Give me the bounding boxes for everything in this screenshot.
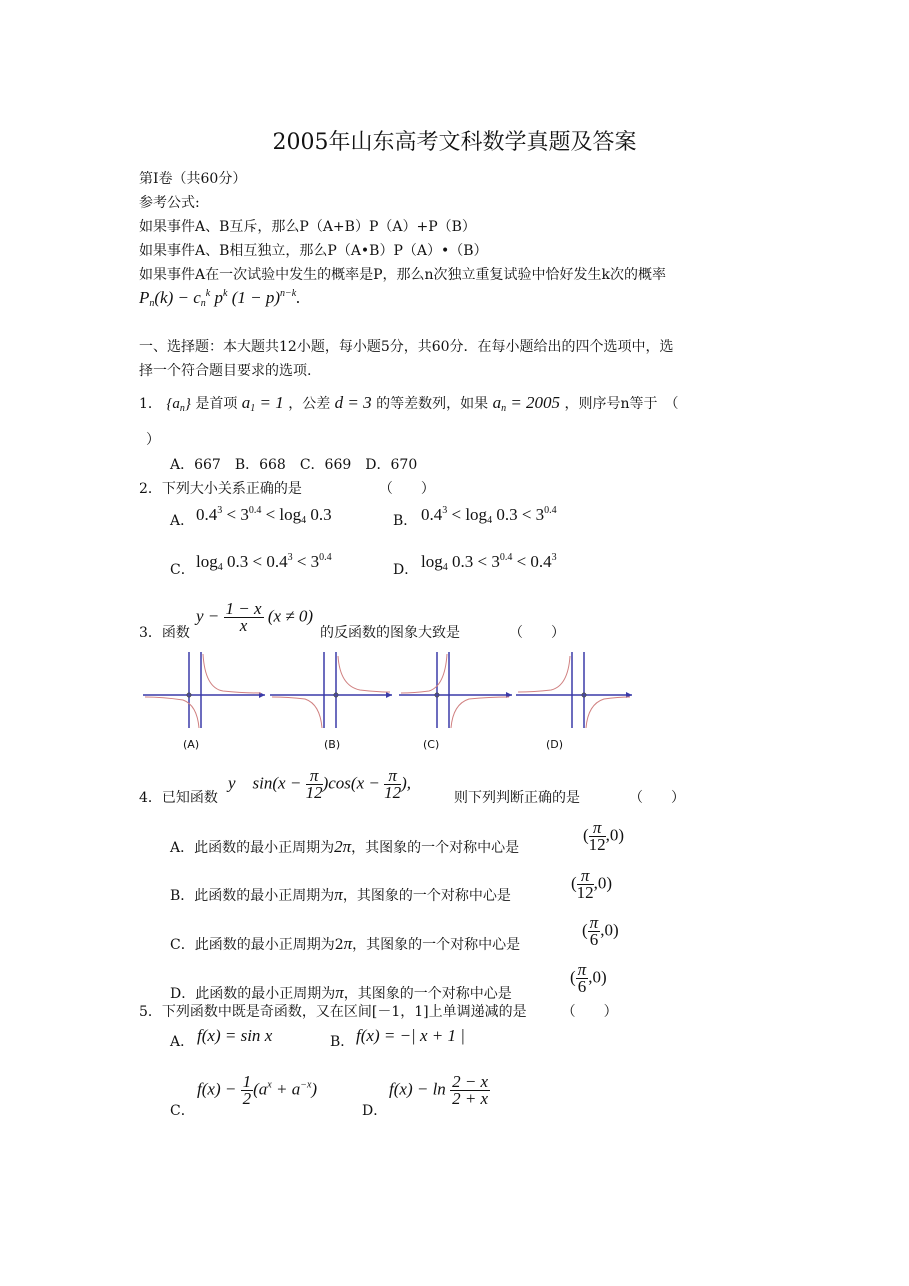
q1-text-2: ，公差 — [288, 396, 331, 412]
graph-b — [270, 650, 394, 730]
q1-text-4: ，则序号n等于 （ — [564, 396, 679, 412]
q4-option-d-center-text: ，其图象的一个对称中心是 — [343, 986, 512, 1002]
q3-formula: y − $\frac{1 - x}{x}$ (x ≠ 0) — [196, 599, 314, 635]
q4-option-d-text: D．此函数的最小正周期为 — [170, 986, 336, 1002]
q4-option-a — [170, 838, 519, 855]
q1-an: $a_n = 2005$ — [492, 393, 561, 414]
q4-option-c-point: ( $\frac{\pi}{6}$ ,0) — [582, 913, 619, 949]
q2-option-d-label: D． — [393, 562, 419, 578]
q1-number: 1． — [139, 396, 162, 412]
q1-seq: $\{a_n\}$ — [166, 396, 191, 414]
q5-option-d-label: D． — [362, 1103, 388, 1119]
formula-mutex: 如果事件A、B互斥，那么P（A+B）P（A）+P（B） — [139, 219, 476, 235]
graph-b-label: (B) — [324, 738, 341, 751]
q1-options: A．667 B．668 C．669 D．670 — [170, 457, 418, 473]
q5-option-c-formula: f(x) − $\frac{1}{2}$ $(a^x + a^{-x})$ — [197, 1072, 318, 1108]
q4-option-d-period: π — [335, 983, 344, 1002]
q4-option-c-center-text: ，其图象的一个对称中心是 — [352, 937, 521, 953]
q4-question: 则下列判断正确的是 （ ） — [454, 790, 685, 806]
q4-option-b — [170, 886, 511, 903]
q1-line — [139, 394, 679, 414]
q1-text-3: 的等差数列，如果 — [376, 396, 489, 412]
q3-question: 的反函数的图象大致是 （ ） — [320, 625, 565, 641]
q4-option-a-center-text: ，其图象的一个对称中心是 — [351, 840, 520, 856]
graph-c-label: (C) — [423, 738, 440, 751]
q4-option-b-period: π — [334, 885, 343, 904]
q4-option-b-text: B．此函数的最小正周期为 — [170, 888, 335, 904]
q4-option-c — [170, 935, 520, 952]
q1-paren-close: ） — [146, 432, 160, 448]
q4-option-a-point: ( $\frac{\pi}{12}$ ,0) — [583, 818, 625, 854]
q5-option-a-label: A． — [170, 1034, 195, 1050]
q1-text-1: 是首项 — [195, 396, 238, 412]
graph-d — [516, 650, 634, 730]
q5-option-b-formula: f(x) = −| x + 1 | — [356, 1026, 465, 1045]
q2-option-a-label: A． — [170, 513, 195, 529]
formula-indep: 如果事件A、B相互独立，那么P（A•B）P（A）•（B） — [139, 243, 488, 259]
part1-instructions-2: 择一个符合题目要求的选项. — [139, 363, 312, 379]
q4-number: 4．已知函数 — [139, 790, 218, 806]
q2-question: 2．下列大小关系正确的是 （ ） — [139, 481, 435, 497]
q4-option-d-point: ( $\frac{\pi}{6}$ ,0) — [570, 960, 607, 996]
q4-option-c-text: C．此函数的最小正周期为2 — [170, 937, 344, 953]
q4-option-a-period: 2π — [334, 837, 352, 856]
q1-d: d = 3 — [334, 393, 372, 412]
graph-a — [143, 650, 267, 730]
q4-option-d — [170, 984, 512, 1001]
page-title: 2005年山东高考文科数学真题及答案 — [272, 130, 637, 155]
q4-formula: y sin(x − $\frac{\pi}{12}$ )cos(x − $\frac{\pi}{12}$ ), — [228, 766, 412, 802]
q2-option-a-formula: $0.4^3 < 3^{0.4} < \log_4 0.3$ — [196, 505, 332, 526]
q5-option-d-formula: f(x) − ln $\frac{2 - x}{2 + x}$ — [389, 1072, 489, 1108]
q3-number: 3．函数 — [139, 625, 190, 641]
q2-option-d-formula: $\log_4 0.3 < 3^{0.4} < 0.4^3$ — [421, 552, 557, 573]
q1-a1: $a_1 = 1$ — [241, 393, 284, 414]
q2-option-b-formula: $0.4^3 < \log_4 0.3 < 3^{0.4}$ — [421, 505, 557, 526]
section-heading: 第Ⅰ卷（共60分） — [139, 171, 247, 187]
part1-instructions-1: 一、选择题：本大题共12小题，每小题5分，共60分．在每小题给出的四个选项中，选 — [139, 339, 674, 355]
graph-a-label: (A) — [183, 738, 200, 751]
q5-option-b-label: B． — [330, 1034, 355, 1050]
q2-option-b-label: B． — [393, 513, 418, 529]
graph-d-label: (D) — [546, 738, 564, 751]
ref-formula-label: 参考公式: — [139, 195, 200, 211]
q5-question: 5．下列函数中既是奇函数，又在区间[－1，1]上单调递减的是 （ ） — [139, 1004, 618, 1020]
q4-option-b-point: ( $\frac{\pi}{12}$ ,0) — [571, 866, 613, 902]
q2-option-c-label: C． — [170, 562, 195, 578]
q4-option-a-text: A．此函数的最小正周期为 — [170, 840, 335, 856]
q5-option-c-label: C． — [170, 1103, 195, 1119]
formula-binom: 如果事件A在一次试验中发生的概率是P，那么n次独立重复试验中恰好发生k次的概率 — [139, 267, 667, 283]
graph-c — [399, 650, 514, 730]
q4-option-c-period: π — [343, 934, 353, 953]
q2-option-c-formula: $\log_4 0.3 < 0.4^3 < 3^{0.4}$ — [196, 552, 332, 573]
q4-option-b-center-text: ，其图象的一个对称中心是 — [342, 888, 511, 904]
binomial-formula: $P_n(k) - c_n^k$ $p^k$ $(1 - p)^{n-k}$. — [139, 288, 301, 309]
q5-option-a-formula: f(x) = sin x — [197, 1026, 273, 1045]
